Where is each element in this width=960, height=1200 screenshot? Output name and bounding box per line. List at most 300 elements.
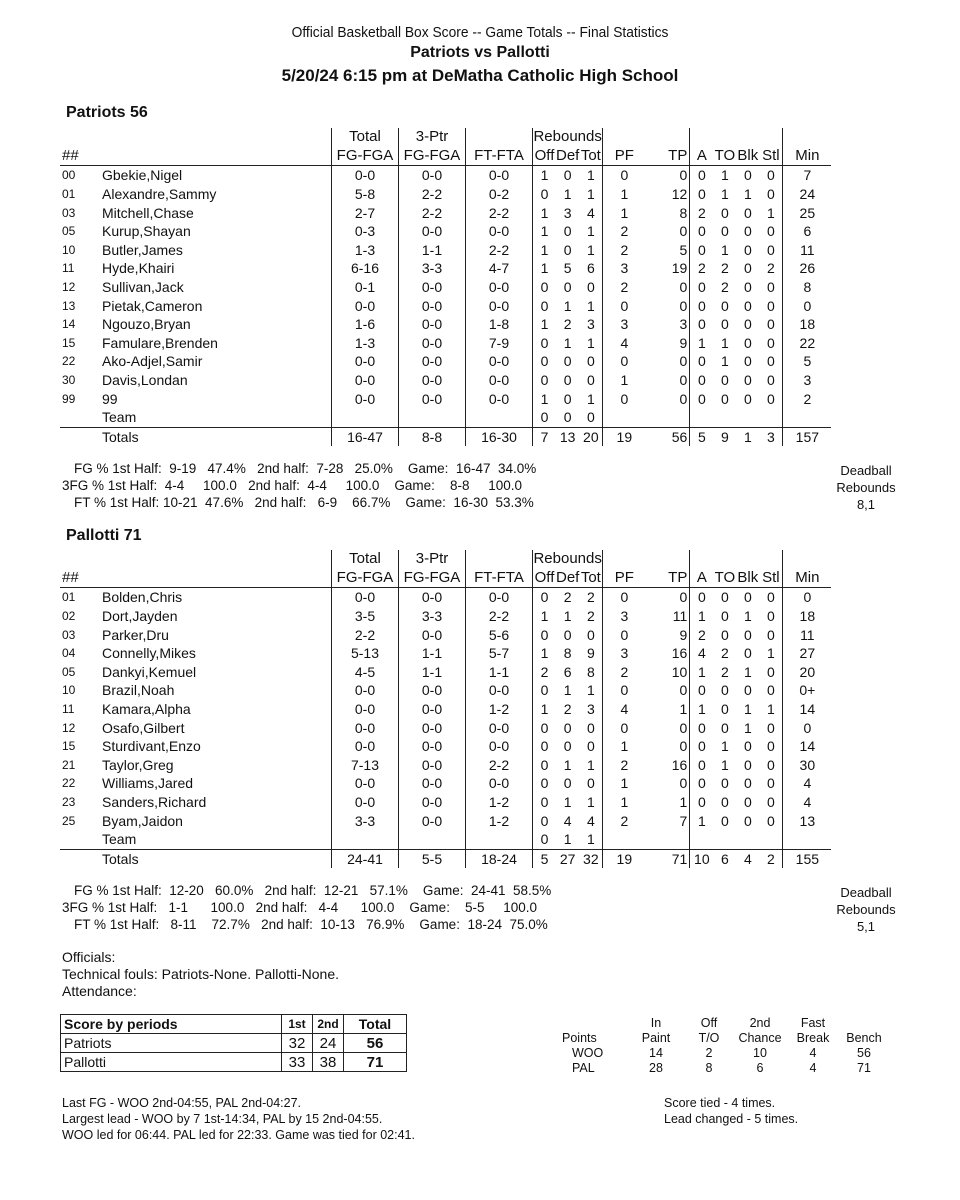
player-tot: 1 [579, 793, 603, 812]
rebounds-label: Rebounds [836, 480, 896, 495]
player-row [60, 389, 831, 408]
player-min: 0 [803, 589, 812, 606]
blank-cell [713, 830, 736, 849]
player-name: Dankyi,Kemuel [102, 663, 332, 682]
blank-cell [783, 830, 832, 849]
team-stat-pal: 8 [705, 1061, 713, 1075]
player-min: 14 [799, 701, 816, 718]
player-tp3: 0-0 [399, 774, 466, 793]
player-def: 1 [563, 297, 572, 314]
player-min: 0 [803, 719, 812, 736]
player-fg: 7-13 [332, 756, 399, 775]
player-name: Connelly,Mikes [102, 644, 332, 663]
player-min: 4 [803, 775, 812, 792]
player-a: 1 [697, 334, 706, 351]
player-def: 0 [563, 241, 572, 258]
player-a: 0 [697, 775, 706, 792]
box-score-table-pallotti [60, 550, 831, 868]
player-fg: 0-0 [332, 718, 399, 737]
totals-tp3: 5-5 [399, 849, 466, 868]
player-ft: 0-0 [466, 681, 533, 700]
box-score-table-patriots [60, 128, 831, 446]
player-tot: 1 [579, 166, 603, 185]
player-ft: 0-2 [466, 185, 533, 204]
totals-stl: 2 [759, 849, 783, 868]
player-to: 2 [720, 279, 729, 296]
player-a: 0 [697, 353, 706, 370]
player-tp: 0 [645, 588, 690, 607]
player-min: 30 [799, 756, 816, 773]
player-to: 0 [720, 626, 729, 643]
blank-cell [736, 550, 759, 569]
player-def: 6 [563, 663, 572, 680]
player-a: 0 [697, 241, 706, 258]
player-to: 0 [720, 589, 729, 606]
player-tot: 4 [579, 203, 603, 222]
player-to: 0 [720, 372, 729, 389]
player-name: Kamara,Alpha [102, 700, 332, 719]
player-def: 3 [563, 204, 572, 221]
score-by-periods-table [60, 1014, 407, 1072]
totals-to: 6 [713, 849, 736, 868]
player-tp: 19 [645, 259, 690, 278]
col-header-tp: TP [645, 569, 690, 588]
player-num: 14 [62, 317, 76, 332]
player-def: 0 [563, 167, 572, 184]
player-a: 0 [697, 756, 706, 773]
col-header-blk: Blk [737, 568, 759, 586]
blank-cell [713, 128, 736, 147]
player-min: 18 [799, 316, 816, 333]
player-num: 99 [62, 391, 76, 406]
player-num: 13 [62, 298, 76, 313]
col-header-min: Min [783, 569, 832, 588]
player-ft: 1-8 [466, 315, 533, 334]
blank-cell [60, 408, 102, 427]
totals-name: Totals [102, 427, 332, 446]
player-tp: 0 [645, 371, 690, 390]
player-fg: 0-0 [332, 774, 399, 793]
player-row [60, 700, 831, 719]
player-blk: 0 [743, 626, 752, 643]
player-num: 12 [62, 720, 76, 735]
player-tp3: 0-0 [399, 625, 466, 644]
player-min: 6 [803, 223, 812, 240]
player-tot: 8 [579, 663, 603, 682]
blank-cell [332, 830, 399, 849]
player-tp: 1 [645, 793, 690, 812]
player-off: 1 [540, 608, 549, 625]
player-ft: 2-2 [466, 241, 533, 260]
player-row [60, 241, 831, 260]
col-header-tot: Tot [580, 568, 601, 586]
footer-right [664, 1095, 798, 1127]
player-row [60, 278, 831, 297]
blank-cell [783, 128, 832, 147]
player-min: 8 [803, 279, 812, 296]
player-tp: 3 [645, 315, 690, 334]
player-tot: 2 [579, 588, 603, 607]
player-fg: 0-0 [332, 700, 399, 719]
player-name: Hyde,Khairi [102, 259, 332, 278]
player-fg: 6-16 [332, 259, 399, 278]
player-stl: 0 [759, 811, 783, 830]
player-def: 0 [563, 223, 572, 240]
player-off: 1 [540, 316, 549, 333]
player-off: 0 [540, 589, 549, 606]
player-tp3: 0-0 [399, 737, 466, 756]
player-row [60, 185, 831, 204]
player-tot: 1 [579, 756, 603, 775]
blank-cell [603, 830, 646, 849]
player-tp: 0 [645, 222, 690, 241]
player-stl: 0 [759, 371, 783, 390]
player-off: 0 [540, 812, 549, 829]
player-off: 0 [540, 719, 549, 736]
totals-ft: 18-24 [466, 849, 533, 868]
player-tp: 12 [645, 185, 690, 204]
totals-off: 7 [533, 427, 557, 446]
sbp-1st: 32 [282, 1034, 313, 1053]
player-num: 03 [62, 627, 76, 642]
player-a: 0 [697, 794, 706, 811]
player-ft: 2-2 [466, 607, 533, 626]
team-stat-pal: 6 [756, 1061, 764, 1075]
team-stat-l1: Fast [800, 1016, 826, 1030]
player-num: 10 [62, 683, 76, 698]
player-def: 2 [563, 701, 572, 718]
player-ft: 1-2 [466, 700, 533, 719]
player-tp: 7 [645, 811, 690, 830]
col-header-a: A [690, 147, 714, 166]
blank-cell [736, 408, 759, 427]
player-a: 1 [697, 663, 706, 680]
player-pf: 1 [620, 204, 629, 221]
player-off: 1 [540, 701, 549, 718]
player-tp3: 0-0 [399, 371, 466, 390]
player-ft: 0-0 [466, 166, 533, 185]
player-tp3: 0-0 [399, 389, 466, 408]
player-a: 0 [697, 738, 706, 755]
player-tot: 4 [579, 811, 603, 830]
player-fg: 0-0 [332, 793, 399, 812]
team-stat-l2: T/O [698, 1031, 720, 1045]
player-def: 0 [563, 775, 572, 792]
player-to: 2 [720, 663, 729, 680]
totals-to: 9 [713, 427, 736, 446]
player-ft: 5-7 [466, 644, 533, 663]
player-to: 0 [720, 719, 729, 736]
player-min: 27 [799, 645, 816, 662]
player-a: 0 [697, 390, 706, 407]
player-tot: 1 [579, 389, 603, 408]
totals-name: Totals [102, 849, 332, 868]
player-ft: 0-0 [466, 371, 533, 390]
player-num: 01 [62, 187, 76, 202]
player-min: 26 [799, 260, 816, 277]
player-pf: 2 [620, 279, 629, 296]
player-stl: 0 [759, 166, 783, 185]
player-blk: 0 [743, 279, 752, 296]
team-row-def: 0 [563, 409, 572, 426]
player-stl: 0 [759, 588, 783, 607]
player-row [60, 222, 831, 241]
player-num: 21 [62, 757, 76, 772]
team-stat-l2: Paint [641, 1031, 671, 1045]
player-min: 11 [800, 241, 815, 258]
player-stl: 0 [759, 278, 783, 297]
player-blk: 1 [743, 186, 752, 203]
team-stat-woo: 2 [705, 1046, 713, 1060]
attendance-label: Attendance: [62, 983, 137, 999]
player-row [60, 625, 831, 644]
blank-cell [645, 830, 690, 849]
player-row [60, 774, 831, 793]
player-to: 2 [720, 260, 729, 277]
player-tot: 0 [579, 718, 603, 737]
totals-tot: 32 [579, 849, 603, 868]
player-ft: 0-0 [466, 352, 533, 371]
team-stat-l1: In [650, 1016, 662, 1030]
player-to: 1 [720, 241, 729, 258]
player-def: 0 [563, 353, 572, 370]
blank-cell [736, 830, 759, 849]
player-blk: 0 [743, 812, 752, 829]
player-blk: 0 [743, 297, 752, 314]
totals-a: 10 [690, 849, 714, 868]
player-stl: 0 [759, 296, 783, 315]
player-off: 0 [540, 682, 549, 699]
player-a: 0 [697, 279, 706, 296]
blank-cell [332, 408, 399, 427]
player-a: 0 [697, 223, 706, 240]
player-off: 1 [540, 167, 549, 184]
player-stl: 1 [759, 644, 783, 663]
player-off: 0 [540, 297, 549, 314]
player-tp: 1 [645, 700, 690, 719]
player-def: 2 [563, 589, 572, 606]
player-name: Brazil,Noah [102, 681, 332, 700]
player-num: 12 [62, 280, 76, 295]
player-ft: 1-2 [466, 811, 533, 830]
player-pf: 1 [620, 372, 629, 389]
player-row [60, 371, 831, 390]
player-to: 0 [720, 608, 729, 625]
totals-tp: 71 [645, 849, 690, 868]
player-stl: 0 [759, 352, 783, 371]
player-pf: 1 [620, 186, 629, 203]
player-tot: 0 [579, 737, 603, 756]
player-name: Bolden,Chris [102, 588, 332, 607]
player-to: 0 [720, 223, 729, 240]
blank-cell [466, 550, 533, 569]
player-fg: 1-6 [332, 315, 399, 334]
team-stat-woo: 14 [649, 1046, 663, 1060]
player-pf: 0 [620, 719, 629, 736]
player-pf: 4 [620, 334, 629, 351]
player-def: 2 [563, 316, 572, 333]
col-header-name [102, 569, 332, 588]
player-off: 2 [540, 663, 549, 680]
blank-cell [603, 128, 646, 147]
col-header-off: Off [533, 569, 557, 588]
player-tp3: 0-0 [399, 681, 466, 700]
player-fg: 2-7 [332, 203, 399, 222]
player-stl: 0 [759, 334, 783, 353]
player-stl: 0 [759, 625, 783, 644]
blank-cell [783, 408, 832, 427]
player-a: 0 [697, 316, 706, 333]
team-stat-column [626, 1016, 686, 1076]
player-name: Taylor,Greg [102, 756, 332, 775]
team-pal-label: PAL [572, 1061, 595, 1075]
player-name: Williams,Jared [102, 774, 332, 793]
player-pf: 2 [620, 756, 629, 773]
player-a: 2 [697, 626, 706, 643]
player-fg: 0-3 [332, 222, 399, 241]
sbp-header-label: Score by periods [61, 1015, 282, 1034]
player-tp3: 1-1 [399, 663, 466, 682]
blank-cell [603, 408, 646, 427]
blank-cell [466, 830, 533, 849]
deadball-rebounds-pallotti [806, 884, 926, 935]
player-row [60, 756, 831, 775]
game-date-location: 5/20/24 6:15 pm at DeMatha Catholic High School [281, 66, 679, 85]
player-tot: 0 [579, 371, 603, 390]
column-header-row [60, 147, 831, 166]
player-tp3: 0-0 [399, 756, 466, 775]
player-stl: 0 [759, 315, 783, 334]
player-stl: 0 [759, 663, 783, 682]
player-pf: 3 [620, 260, 629, 277]
player-tp3: 0-0 [399, 296, 466, 315]
player-name: Gbekie,Nigel [102, 166, 332, 185]
player-stl: 0 [759, 681, 783, 700]
player-ft: 4-7 [466, 259, 533, 278]
player-tp: 0 [645, 389, 690, 408]
blank-cell [783, 550, 832, 569]
player-num: 04 [62, 646, 76, 661]
sbp-2nd: 38 [313, 1053, 344, 1072]
player-tp3: 0-0 [399, 222, 466, 241]
player-min: 4 [803, 794, 812, 811]
player-blk: 1 [743, 608, 752, 625]
player-def: 1 [563, 608, 572, 625]
col-group-3ptr: 3-Ptr [399, 128, 466, 147]
time-led: WOO led for 06:44. PAL led for 22:33. Game was tied for 02:41. [62, 1128, 415, 1142]
footer-left [62, 1095, 415, 1143]
player-def: 8 [563, 645, 572, 662]
team-stat-woo: 4 [809, 1046, 817, 1060]
player-tot: 0 [579, 625, 603, 644]
col-header-name [102, 147, 332, 166]
player-stl: 0 [759, 774, 783, 793]
col-header-ft: FT-FTA [466, 147, 533, 166]
column-group-header-row [60, 550, 831, 569]
player-fg: 5-13 [332, 644, 399, 663]
player-blk: 0 [743, 334, 752, 351]
player-name: Sturdivant,Enzo [102, 737, 332, 756]
col-group-total: Total [332, 550, 399, 569]
player-row [60, 663, 831, 682]
player-tp: 0 [645, 352, 690, 371]
player-row [60, 644, 831, 663]
player-to: 1 [720, 186, 729, 203]
col-header-stl: Stl [759, 569, 783, 588]
player-tp3: 0-0 [399, 166, 466, 185]
totals-tot: 20 [579, 427, 603, 446]
col-header-off: Off [533, 147, 557, 166]
col-group-rebounds: Rebounds [533, 128, 602, 146]
totals-def: 13 [556, 427, 579, 446]
player-fg: 0-0 [332, 371, 399, 390]
player-def: 0 [563, 626, 572, 643]
player-a: 2 [697, 204, 706, 221]
player-to: 1 [720, 334, 729, 351]
player-off: 0 [540, 279, 549, 296]
player-min: 3 [803, 372, 812, 389]
player-stl: 0 [759, 718, 783, 737]
player-stl: 0 [759, 222, 783, 241]
totals-min: 157 [783, 427, 832, 446]
totals-tp: 56 [645, 427, 690, 446]
totals-a: 5 [690, 427, 714, 446]
player-fg: 1-3 [332, 334, 399, 353]
player-def: 1 [563, 756, 572, 773]
team-stat-woo: 56 [857, 1046, 871, 1060]
player-tot: 0 [579, 774, 603, 793]
player-name: Parker,Dru [102, 625, 332, 644]
player-row [60, 737, 831, 756]
sbp-team: Pallotti [61, 1053, 282, 1072]
player-a: 0 [697, 297, 706, 314]
ft-pct-line: FT % 1st Half: 10-21 47.6% 2nd half: 6-9 66.7% Game: 16-30 53.3% [74, 495, 534, 510]
player-tp: 9 [645, 334, 690, 353]
blank-cell [60, 550, 102, 569]
player-stl: 0 [759, 737, 783, 756]
player-row [60, 166, 831, 185]
player-tot: 6 [579, 259, 603, 278]
matchup-title: Patriots vs Pallotti [410, 44, 550, 61]
blank-cell [759, 128, 783, 147]
player-tp: 16 [645, 756, 690, 775]
sbp-row [61, 1053, 407, 1072]
player-off: 0 [540, 353, 549, 370]
player-blk: 0 [743, 372, 752, 389]
player-min: 14 [799, 738, 816, 755]
player-ft: 0-0 [466, 389, 533, 408]
player-blk: 1 [743, 701, 752, 718]
blank-cell [690, 830, 714, 849]
team-title-patriots: Patriots 56 [66, 104, 148, 121]
player-tp3: 0-0 [399, 793, 466, 812]
player-blk: 0 [743, 738, 752, 755]
blank-cell [690, 550, 714, 569]
col-header-a: A [690, 569, 714, 588]
player-num: 00 [62, 168, 76, 183]
player-num: 15 [62, 335, 76, 350]
col-group-total: Total [332, 128, 399, 147]
totals-row [60, 849, 831, 868]
player-fg: 3-3 [332, 811, 399, 830]
blank-cell [759, 408, 783, 427]
player-to: 1 [720, 738, 729, 755]
player-row [60, 315, 831, 334]
player-num: 05 [62, 664, 76, 679]
player-num: 23 [62, 795, 76, 810]
team-row-tot: 0 [579, 408, 603, 427]
player-blk: 1 [743, 663, 752, 680]
